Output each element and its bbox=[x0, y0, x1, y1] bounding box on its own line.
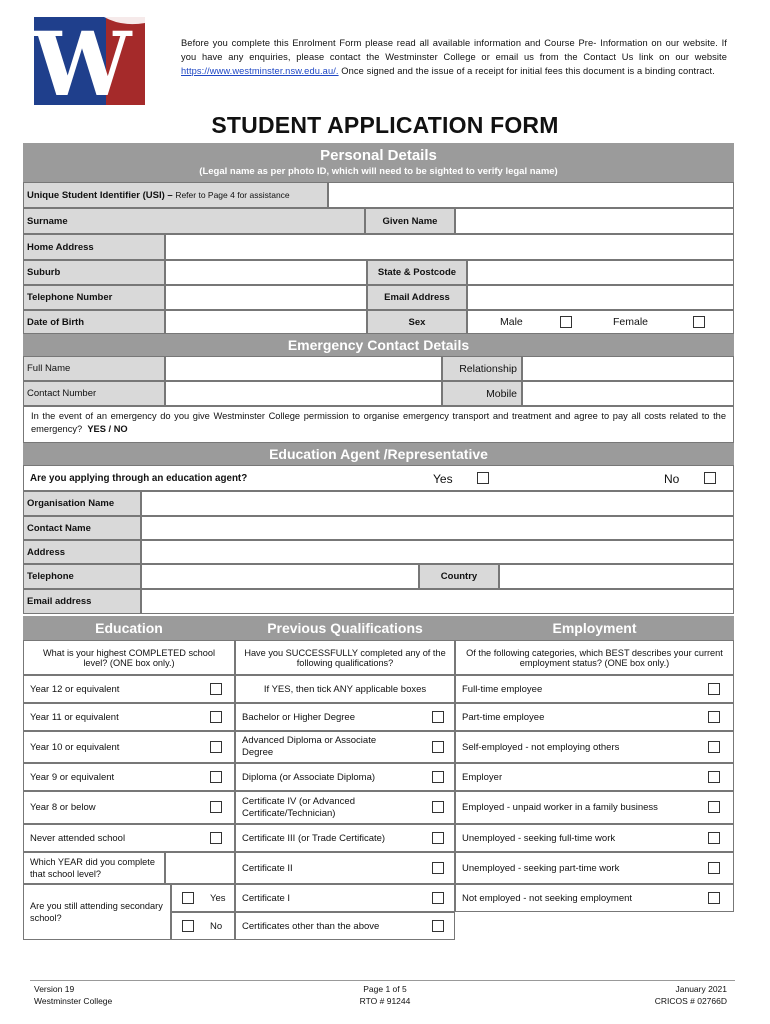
home-address-field[interactable] bbox=[165, 234, 734, 260]
contact-number-field[interactable] bbox=[165, 381, 442, 406]
page-title: STUDENT APPLICATION FORM bbox=[211, 112, 559, 138]
qualifications-header: Previous Qualifications bbox=[235, 616, 455, 640]
education-checkbox[interactable] bbox=[210, 832, 222, 844]
qualification-option bbox=[235, 703, 455, 731]
footer-right bbox=[600, 983, 727, 1007]
mobile-label: Mobile bbox=[442, 381, 522, 406]
qualification-option bbox=[235, 824, 455, 852]
employment-option-label: Full-time employee bbox=[462, 683, 543, 695]
qualification-checkbox[interactable] bbox=[432, 832, 444, 844]
given-name-field[interactable] bbox=[455, 208, 734, 234]
emergency-full-name-field[interactable] bbox=[165, 356, 442, 381]
agent-email-label: Email address bbox=[23, 589, 141, 614]
completion-year-field[interactable] bbox=[165, 852, 235, 884]
education-option-label: Year 10 or equivalent bbox=[30, 741, 120, 753]
agent-no-checkbox[interactable] bbox=[704, 472, 716, 484]
usi-label bbox=[23, 182, 328, 208]
suburb-label: Suburb bbox=[23, 260, 165, 285]
qualification-option bbox=[235, 791, 455, 824]
employment-question: Of the following categories, which BEST describes your current employment status? (ONE box only.) bbox=[455, 640, 734, 675]
qualification-checkbox[interactable] bbox=[432, 771, 444, 783]
employment-option bbox=[455, 791, 734, 824]
college-logo bbox=[34, 17, 145, 105]
emergency-header: Emergency Contact Details bbox=[23, 334, 734, 356]
agent-email-field[interactable] bbox=[141, 589, 734, 614]
employment-checkbox[interactable] bbox=[708, 771, 720, 783]
qualification-checkbox[interactable] bbox=[432, 920, 444, 932]
education-option-label: Never attended school bbox=[30, 832, 126, 844]
employment-option bbox=[455, 675, 734, 703]
home-address-label: Home Address bbox=[23, 234, 165, 260]
sex-label: Sex bbox=[367, 310, 467, 334]
sex-options bbox=[467, 310, 734, 334]
dob-field[interactable] bbox=[165, 310, 367, 334]
email-label: Email Address bbox=[367, 285, 467, 310]
employment-option bbox=[455, 763, 734, 791]
qualification-option bbox=[235, 731, 455, 763]
still-attending-no-checkbox[interactable] bbox=[182, 920, 194, 932]
personal-details-subtitle: (Legal name as per photo ID, which will need to be sighted to verify legal name) bbox=[199, 166, 558, 177]
still-attending-yes-label: Yes bbox=[210, 893, 226, 904]
still-attending-no-label: No bbox=[210, 921, 223, 932]
education-option bbox=[23, 763, 235, 791]
footer-center bbox=[335, 983, 435, 1007]
education-option bbox=[23, 703, 235, 731]
agent-header: Education Agent /Representative bbox=[23, 443, 734, 465]
qualification-option-label: Certificates other than the above bbox=[242, 920, 380, 932]
employment-option-label: Unemployed - seeking full-time work bbox=[462, 832, 616, 844]
relationship-label: Relationship bbox=[442, 356, 522, 381]
contact-number-label: Contact Number bbox=[23, 381, 165, 406]
footer-cricos: CRICOS # 02766D bbox=[654, 996, 727, 1006]
education-option-label: Year 9 or equivalent bbox=[30, 771, 115, 783]
usi-hint: Refer to Page 4 for assistance bbox=[175, 190, 290, 200]
education-option bbox=[23, 824, 235, 852]
education-checkbox[interactable] bbox=[210, 741, 222, 753]
qualification-option-label: Certificate II bbox=[242, 862, 293, 874]
qualification-option bbox=[235, 763, 455, 791]
education-option bbox=[23, 731, 235, 763]
female-checkbox[interactable] bbox=[693, 316, 705, 328]
relationship-field[interactable] bbox=[522, 356, 734, 381]
qualifications-question: Have you SUCCESSFULLY completed any of the following qualifications? bbox=[235, 640, 455, 675]
agent-yes-checkbox[interactable] bbox=[477, 472, 489, 484]
footer-org: Westminster College bbox=[34, 996, 113, 1006]
employment-checkbox[interactable] bbox=[708, 801, 720, 813]
qualification-option-label: Certificate IV (or Advanced Certificate/Technician) bbox=[242, 795, 355, 819]
still-attending-yes bbox=[171, 884, 235, 912]
country-field[interactable] bbox=[499, 564, 734, 589]
agent-contact-name-label: Contact Name bbox=[23, 516, 141, 540]
qualification-option bbox=[235, 884, 455, 912]
consent-text: In the event of an emergency do you give Westminster College permission to organise emergency transport and treatment and agree to pay all costs related to the emergency? bbox=[31, 411, 726, 434]
qualification-checkbox[interactable] bbox=[432, 892, 444, 904]
qualifications-instruction: If YES, then tick ANY applicable boxes bbox=[235, 675, 455, 703]
still-attending-yes-checkbox[interactable] bbox=[182, 892, 194, 904]
country-label: Country bbox=[419, 564, 499, 589]
employment-option bbox=[455, 731, 734, 763]
dob-label: Date of Birth bbox=[23, 310, 165, 334]
intro-text bbox=[181, 37, 727, 78]
employment-checkbox[interactable] bbox=[708, 862, 720, 874]
education-option bbox=[23, 675, 235, 703]
qualification-checkbox[interactable] bbox=[432, 862, 444, 874]
agent-address-field[interactable] bbox=[141, 540, 734, 564]
surname-label: Surname bbox=[23, 208, 365, 234]
employment-option bbox=[455, 852, 734, 884]
footer-date: January 2021 bbox=[675, 984, 727, 994]
male-checkbox[interactable] bbox=[560, 316, 572, 328]
employment-option bbox=[455, 824, 734, 852]
state-postcode-label: State & Postcode bbox=[367, 260, 467, 285]
usi-label-text: Unique Student Identifier (USI) – bbox=[27, 189, 173, 201]
employment-checkbox[interactable] bbox=[708, 711, 720, 723]
education-checkbox[interactable] bbox=[210, 771, 222, 783]
education-header: Education bbox=[23, 616, 235, 640]
agent-telephone-label: Telephone bbox=[23, 564, 141, 589]
employment-header: Employment bbox=[455, 616, 734, 640]
qualification-option-label: Advanced Diploma or Associate Degree bbox=[242, 735, 377, 758]
qualification-checkbox[interactable] bbox=[432, 801, 444, 813]
employment-checkbox[interactable] bbox=[708, 832, 720, 844]
male-label: Male bbox=[500, 316, 523, 328]
education-checkbox[interactable] bbox=[210, 711, 222, 723]
employment-checkbox[interactable] bbox=[708, 683, 720, 695]
female-label: Female bbox=[613, 316, 649, 328]
education-checkbox[interactable] bbox=[210, 801, 222, 813]
employment-option bbox=[455, 703, 734, 731]
still-attending-label: Are you still attending secondary school? bbox=[23, 884, 171, 940]
footer-rto: RTO # 91244 bbox=[359, 996, 411, 1006]
agent-question: Are you applying through an education agent? bbox=[30, 473, 248, 484]
education-option bbox=[23, 791, 235, 824]
employment-option-label: Self-employed - not employing others bbox=[462, 741, 620, 753]
telephone-label: Telephone Number bbox=[23, 285, 165, 310]
footer-left bbox=[34, 983, 112, 1007]
qualification-option bbox=[235, 852, 455, 884]
agent-yes-label: Yes bbox=[433, 472, 453, 486]
employment-option-label: Unemployed - seeking part-time work bbox=[462, 862, 620, 874]
agent-address-label: Address bbox=[23, 540, 141, 564]
qualification-option-label: Certificate III (or Trade Certificate) bbox=[242, 832, 386, 844]
usi-field[interactable] bbox=[328, 182, 734, 208]
email-field[interactable] bbox=[467, 285, 734, 310]
education-option-label: Year 8 or below bbox=[30, 802, 96, 813]
agent-telephone-field[interactable] bbox=[141, 564, 419, 589]
agent-question-row bbox=[23, 465, 734, 491]
emergency-consent bbox=[23, 406, 734, 443]
qualification-option-label: Diploma (or Associate Diploma) bbox=[242, 771, 376, 783]
still-attending-no bbox=[171, 912, 235, 940]
education-question: What is your highest COMPLETED school level? (ONE box only.) bbox=[23, 640, 235, 675]
qualification-option-label: Certificate I bbox=[242, 892, 291, 904]
emergency-full-name-label: Full Name bbox=[23, 356, 165, 381]
consent-options[interactable]: YES / NO bbox=[87, 424, 128, 434]
employment-option-label: Employed - unpaid worker in a family business bbox=[462, 802, 658, 813]
completion-year-label: Which YEAR did you complete that school level? bbox=[23, 852, 165, 884]
employment-option bbox=[455, 884, 734, 912]
organisation-field[interactable] bbox=[141, 491, 734, 516]
education-checkbox[interactable] bbox=[210, 683, 222, 695]
employment-option-label: Not employed - not seeking employment bbox=[462, 892, 633, 904]
given-name-label: Given Name bbox=[365, 208, 455, 234]
employment-option-label: Employer bbox=[462, 771, 503, 783]
qualification-option-label: Bachelor or Higher Degree bbox=[242, 711, 356, 723]
education-option-label: Year 11 or equivalent bbox=[30, 711, 119, 723]
qualification-checkbox[interactable] bbox=[432, 741, 444, 753]
logo-letter: W bbox=[34, 17, 132, 105]
footer-divider bbox=[30, 980, 735, 981]
suburb-field[interactable] bbox=[165, 260, 367, 285]
footer-version: Version 19 bbox=[34, 984, 75, 994]
mobile-field[interactable] bbox=[522, 381, 734, 406]
agent-contact-name-field[interactable] bbox=[141, 516, 734, 540]
telephone-field[interactable] bbox=[165, 285, 367, 310]
intro-part-2: Once signed and the issue of a receipt for initial fees this document is a binding contract. bbox=[338, 65, 715, 76]
state-postcode-field[interactable] bbox=[467, 260, 734, 285]
personal-details-title: Personal Details bbox=[320, 147, 437, 164]
organisation-label: Organisation Name bbox=[23, 491, 141, 516]
qualification-checkbox[interactable] bbox=[432, 711, 444, 723]
education-option-label: Year 12 or equivalent bbox=[30, 683, 120, 695]
qualification-option bbox=[235, 912, 455, 940]
personal-details-header bbox=[23, 143, 734, 182]
footer-page: Page 1 of 5 bbox=[363, 984, 407, 994]
intro-part-1: Before you complete this Enrolment Form please read all available information and Course Pre- Information on our website. If you have any enquiries, please contact the Westminster College or email us from the Contact Us link on our website bbox=[181, 38, 727, 62]
website-link[interactable]: https://www.westminster.nsw.edu.au/. bbox=[181, 65, 339, 76]
agent-no-label: No bbox=[664, 472, 680, 486]
employment-checkbox[interactable] bbox=[708, 741, 720, 753]
employment-checkbox[interactable] bbox=[708, 892, 720, 904]
employment-option-label: Part-time employee bbox=[462, 711, 545, 723]
